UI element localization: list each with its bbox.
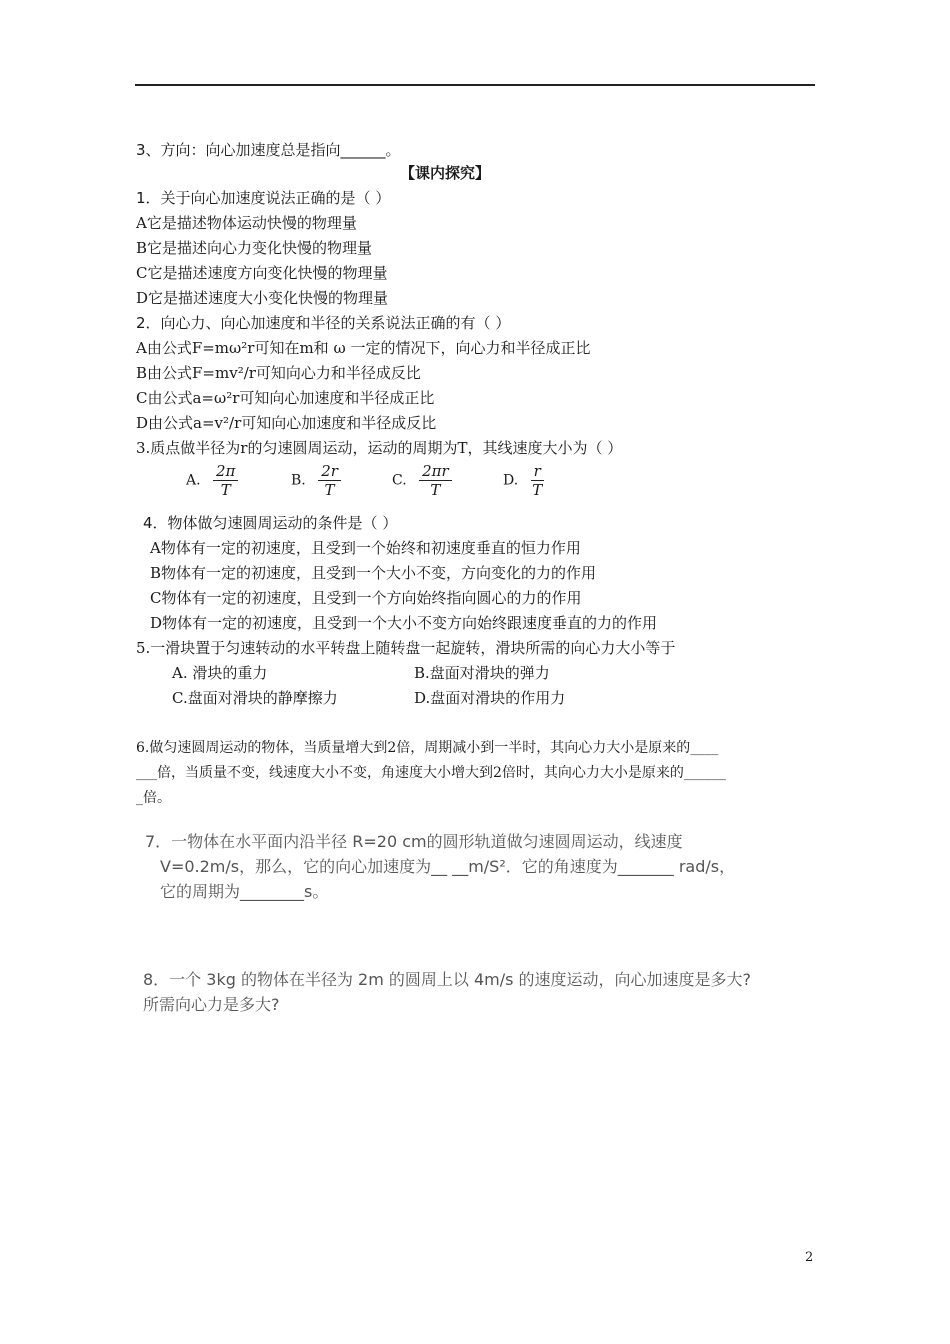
question-5: 5.一滑块置于匀速转动的水平转盘上随转盘一起旋转，滑块所需的向心力大小等于 — [136, 639, 676, 657]
question-7-line-2: V=0.2m/s，那么，它的向心加速度为__ __m/S²．它的角速度为_______ rad/s， — [160, 857, 736, 876]
question-4: 4．物体做匀速圆周运动的条件是（ ） — [143, 514, 398, 532]
question-1: 1．关于向心加速度说法正确的是（ ） — [136, 189, 391, 207]
q5-option-a: A. 滑块的重力 — [172, 664, 268, 682]
q5-option-c: C.盘面对滑块的静摩擦力 — [172, 689, 338, 707]
q4-option-b: B物体有一定的初速度，且受到一个大小不变，方向变化的力的作用 — [150, 564, 597, 582]
q1-option-d: D它是描述速度大小变化快慢的物理量 — [136, 289, 389, 307]
q3-option-a — [186, 462, 238, 499]
q1-option-b: B它是描述向心力变化快慢的物理量 — [136, 239, 373, 257]
q3-option-b — [291, 462, 341, 499]
q4-option-c: C物体有一定的初速度，且受到一个方向始终指向圆心的力的作用 — [150, 589, 582, 607]
page-number: 2 — [805, 1250, 814, 1265]
fraction — [419, 462, 452, 499]
q4-option-a: A物体有一定的初速度，且受到一个始终和初速度垂直的恒力作用 — [150, 539, 581, 557]
q3-option-label: C. — [392, 472, 407, 489]
question-6-line-3: _倍。 — [136, 790, 171, 806]
fraction — [531, 462, 544, 499]
question-2: 2．向心力、向心加速度和半径的关系说法正确的有（ ） — [136, 314, 511, 332]
q2-option-d: D由公式a=v²/r可知向心加速度和半径成反比 — [136, 414, 437, 432]
header-rule — [135, 84, 815, 86]
q4-option-d: D物体有一定的初速度，且受到一个大小不变方向始终跟速度垂直的力的作用 — [150, 614, 658, 632]
q5-option-d: D.盘面对滑块的作用力 — [414, 689, 566, 707]
fraction-numerator: r — [531, 462, 544, 481]
question-6-line-1: 6.做匀速圆周运动的物体，当质量增大到2倍，周期减小到一半时，其向心力大小是原来的____ — [136, 740, 719, 756]
question-8-line-2: 所需向心力是多大? — [143, 995, 280, 1014]
question-7-line-3: 它的周期为________s。 — [160, 882, 329, 901]
fraction-denominator: T — [532, 481, 543, 499]
q3-option-c — [392, 462, 452, 499]
question-7-line-1: 7．一物体在水平面内沿半径 R=20 cm的圆形轨道做匀速圆周运动，线速度 — [145, 832, 683, 851]
q3-option-label: D. — [503, 472, 519, 489]
q2-option-a: A由公式F=mω²r可知在m和 ω 一定的情况下，向心力和半径成正比 — [136, 339, 591, 357]
q1-option-c: C它是描述速度方向变化快慢的物理量 — [136, 264, 388, 282]
fraction-denominator: T — [324, 481, 335, 499]
q3-option-d — [503, 462, 544, 499]
q2-option-c: C由公式a=ω²r可知向心加速度和半径成正比 — [136, 389, 435, 407]
fraction-numerator: 2πr — [419, 462, 452, 481]
fraction-denominator: T — [430, 481, 441, 499]
fraction-numerator: 2r — [318, 462, 341, 481]
q2-option-b: B由公式F=mv²/r可知向心力和半径成反比 — [136, 364, 421, 382]
question-6-line-2: ___倍，当质量不变，线速度大小不变，角速度大小增大到2倍时，其向心力大小是原来的______ — [136, 765, 726, 781]
line-direction: 3、方向：向心加速度总是指向______。 — [136, 141, 401, 159]
section-title: 【课内探究】 — [400, 164, 491, 182]
fraction-denominator: T — [220, 481, 231, 499]
q1-option-a: A它是描述物体运动快慢的物理量 — [136, 214, 357, 232]
question-8-line-1: 8．一个 3kg 的物体在半径为 2m 的圆周上以 4m/s 的速度运动，向心加速度是多大? — [143, 970, 752, 989]
fraction-numerator: 2π — [213, 462, 238, 481]
question-3: 3.质点做半径为r的匀速圆周运动，运动的周期为T，其线速度大小为（ ） — [136, 439, 623, 457]
q3-option-label: A. — [186, 472, 201, 489]
fraction — [318, 462, 341, 499]
q3-option-label: B. — [291, 472, 306, 489]
q5-option-b: B.盘面对滑块的弹力 — [414, 664, 550, 682]
fraction — [213, 462, 238, 499]
